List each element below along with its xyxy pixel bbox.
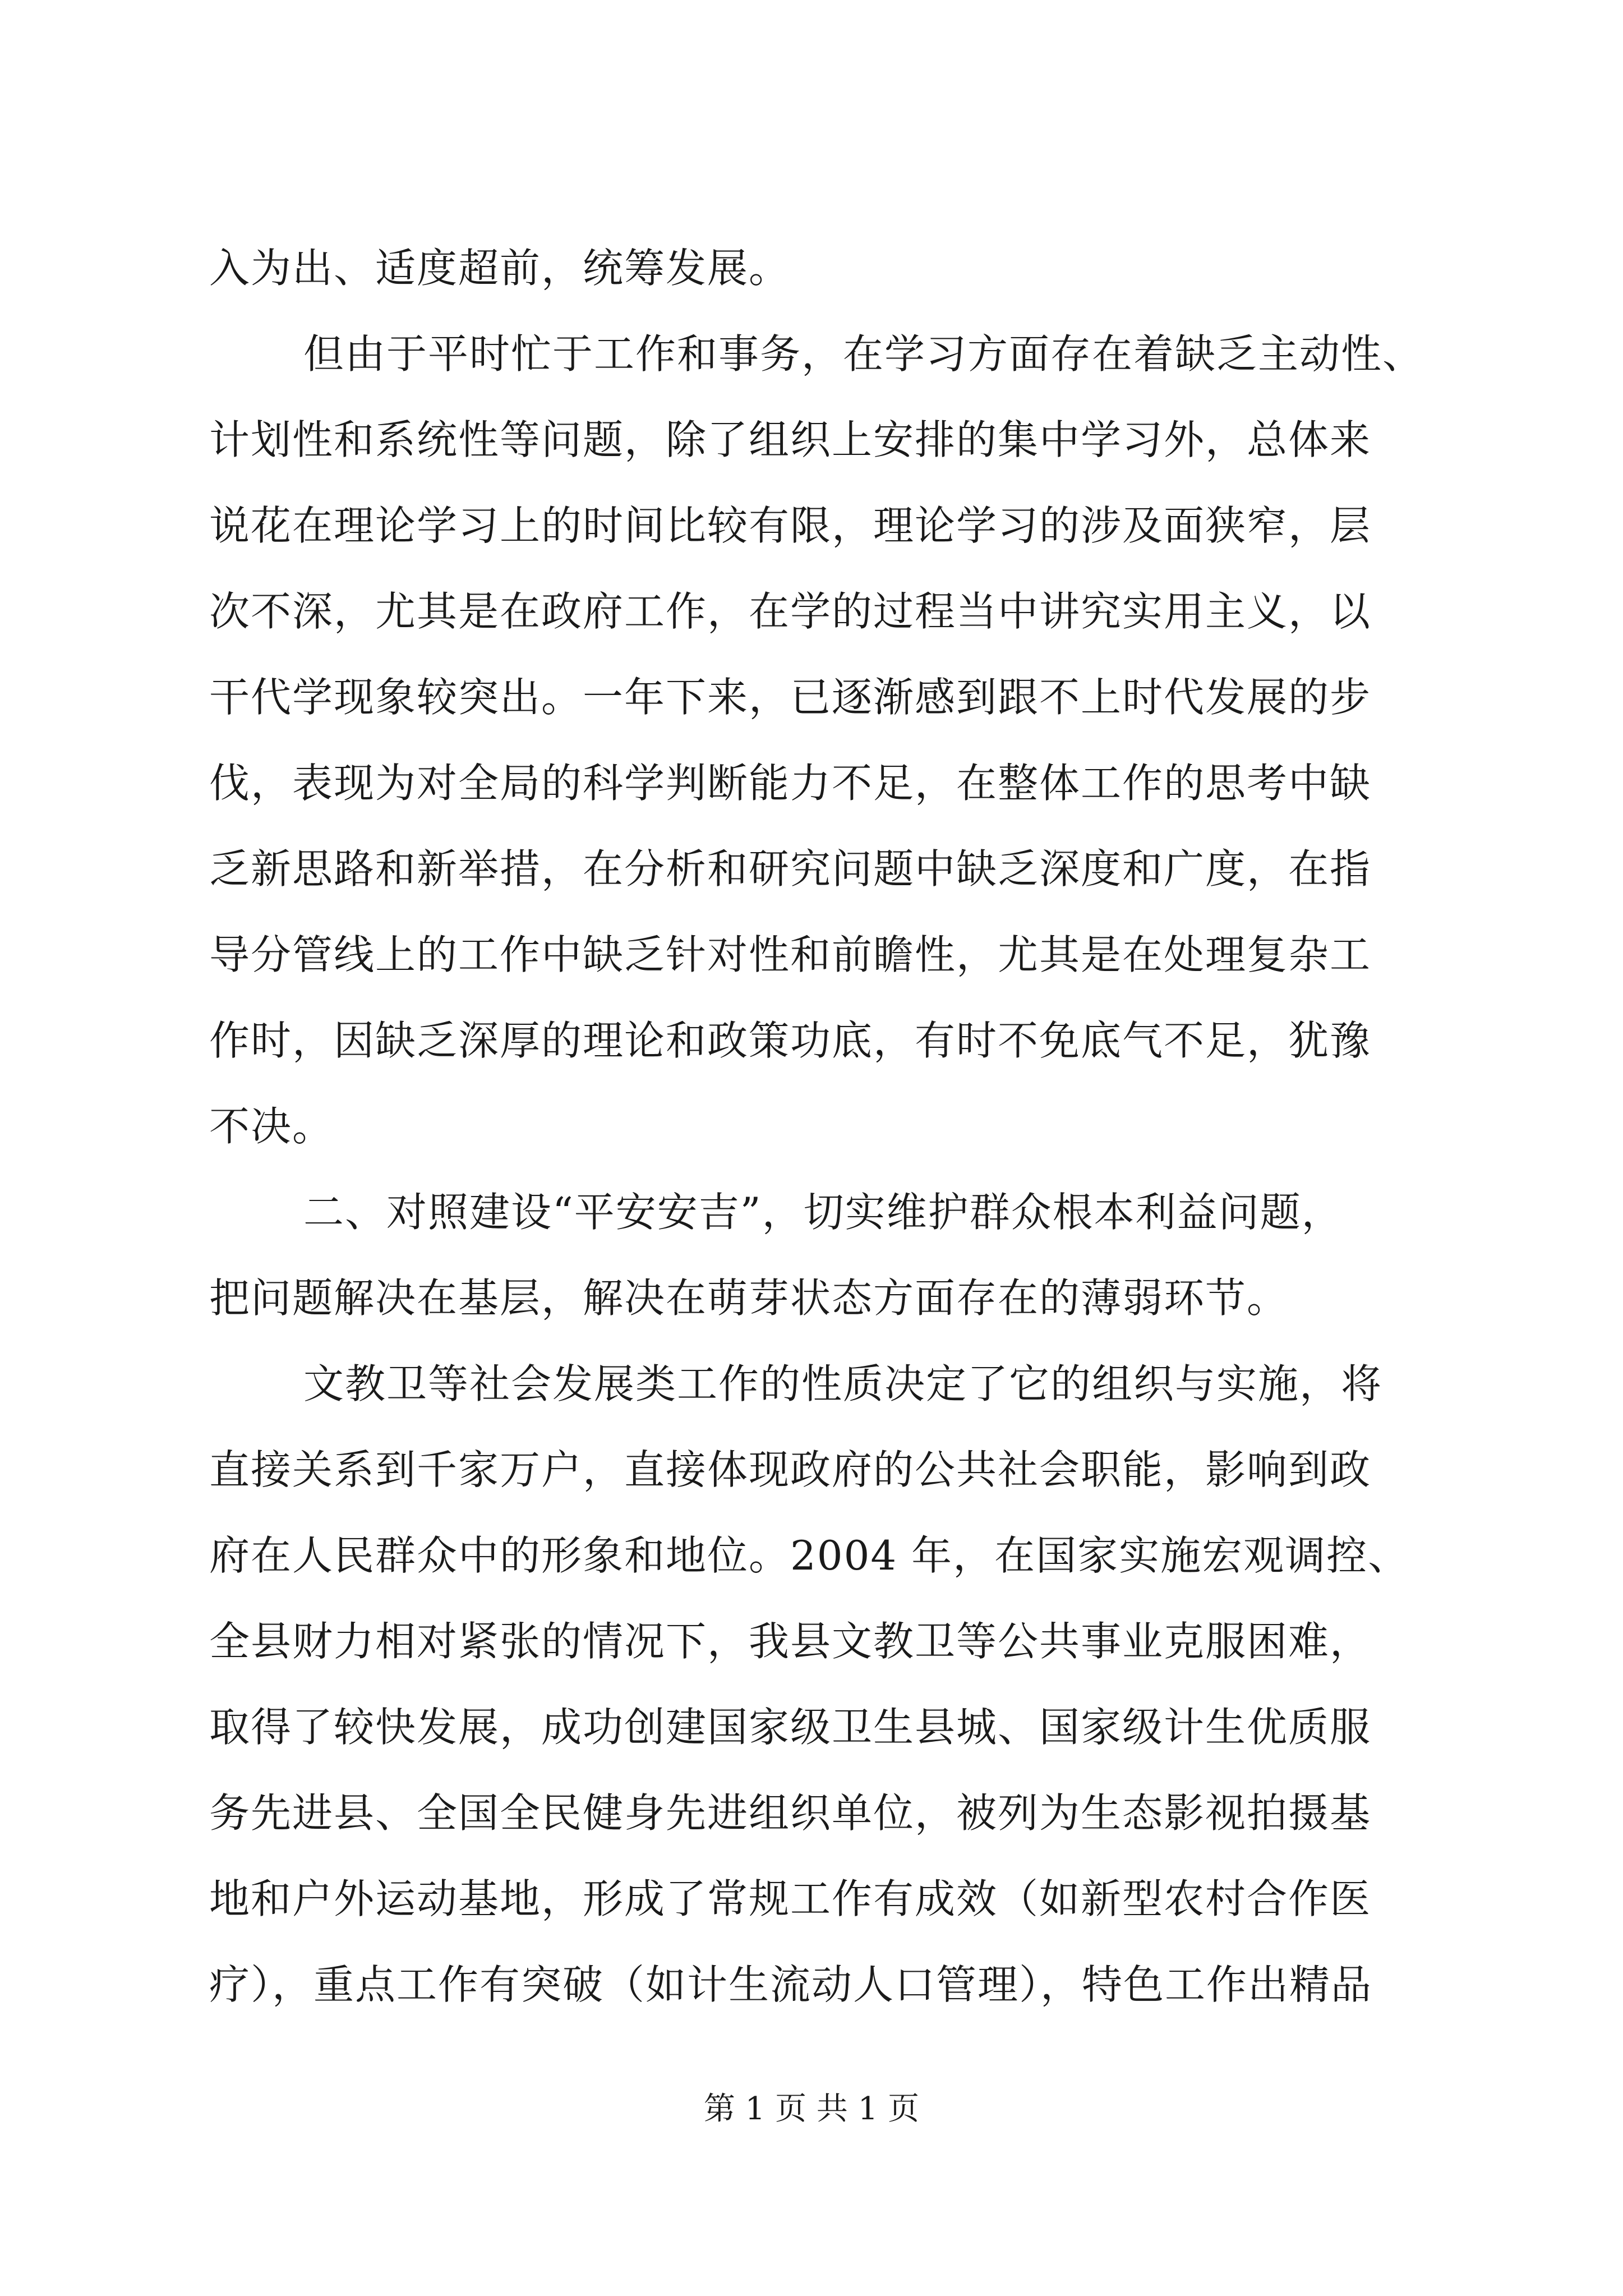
text-line: 次不深，尤其是在政府工作，在学的过程当中讲究实用主义，以 <box>209 588 1372 635</box>
text-line: 不决。 <box>209 1103 334 1150</box>
text-line: 把问题解决在基层，解决在萌芽状态方面存在的薄弱环节。 <box>209 1274 1289 1322</box>
text-line: 文教卫等社会发展类工作的性质决定了它的组织与实施，将 <box>303 1360 1383 1407</box>
text-line: 取得了较快发展，成功创建国家级卫生县城、国家级计生优质服 <box>209 1704 1372 1751</box>
text-line: 务先进县、全国全民健身先进组织单位，被列为生态影视拍摄基 <box>209 1789 1372 1837</box>
text-line: 入为出、适度超前，统筹发展。 <box>209 245 791 292</box>
text-line: 但由于平时忙于工作和事务，在学习方面存在着缺乏主动性、 <box>303 330 1424 378</box>
text-line: 伐，表现为对全局的科学判断能力不足，在整体工作的思考中缺 <box>209 760 1372 807</box>
text-line: 说花在理论学习上的时间比较有限，理论学习的涉及面狭窄，层 <box>209 502 1372 549</box>
text-line: 导分管线上的工作中缺乏针对性和前瞻性，尤其是在处理复杂工 <box>209 931 1372 978</box>
text-line: 二、对照建设“平安安吉”，切实维护群众根本利益问题， <box>303 1189 1343 1236</box>
text-line: 乏新思路和新举措，在分析和研究问题中缺乏深度和广度，在指 <box>209 845 1372 892</box>
page-footer: 第 1 页 共 1 页 <box>703 2091 920 2127</box>
text-line: 府在人民群众中的形象和地位。2004 年，在国家实施宏观调控、 <box>209 1532 1410 1579</box>
text-line: 直接关系到千家万户，直接体现政府的公共社会职能，影响到政 <box>209 1446 1372 1493</box>
text-line: 作时，因缺乏深厚的理论和政策功底，有时不免底气不足，犹豫 <box>209 1017 1372 1064</box>
text-line: 干代学现象较突出。一年下来，已逐渐感到跟不上时代发展的步 <box>209 674 1372 721</box>
text-line: 全县财力相对紧张的情况下，我县文教卫等公共事业克服困难， <box>209 1618 1372 1665</box>
text-line: 疗），重点工作有突破（如计生流动人口管理），特色工作出精品 <box>209 1961 1373 2008</box>
text-line: 地和户外运动基地，形成了常规工作有成效（如新型农村合作医 <box>209 1875 1372 1922</box>
text-line: 计划性和系统性等问题，除了组织上安排的集中学习外，总体来 <box>209 416 1372 463</box>
